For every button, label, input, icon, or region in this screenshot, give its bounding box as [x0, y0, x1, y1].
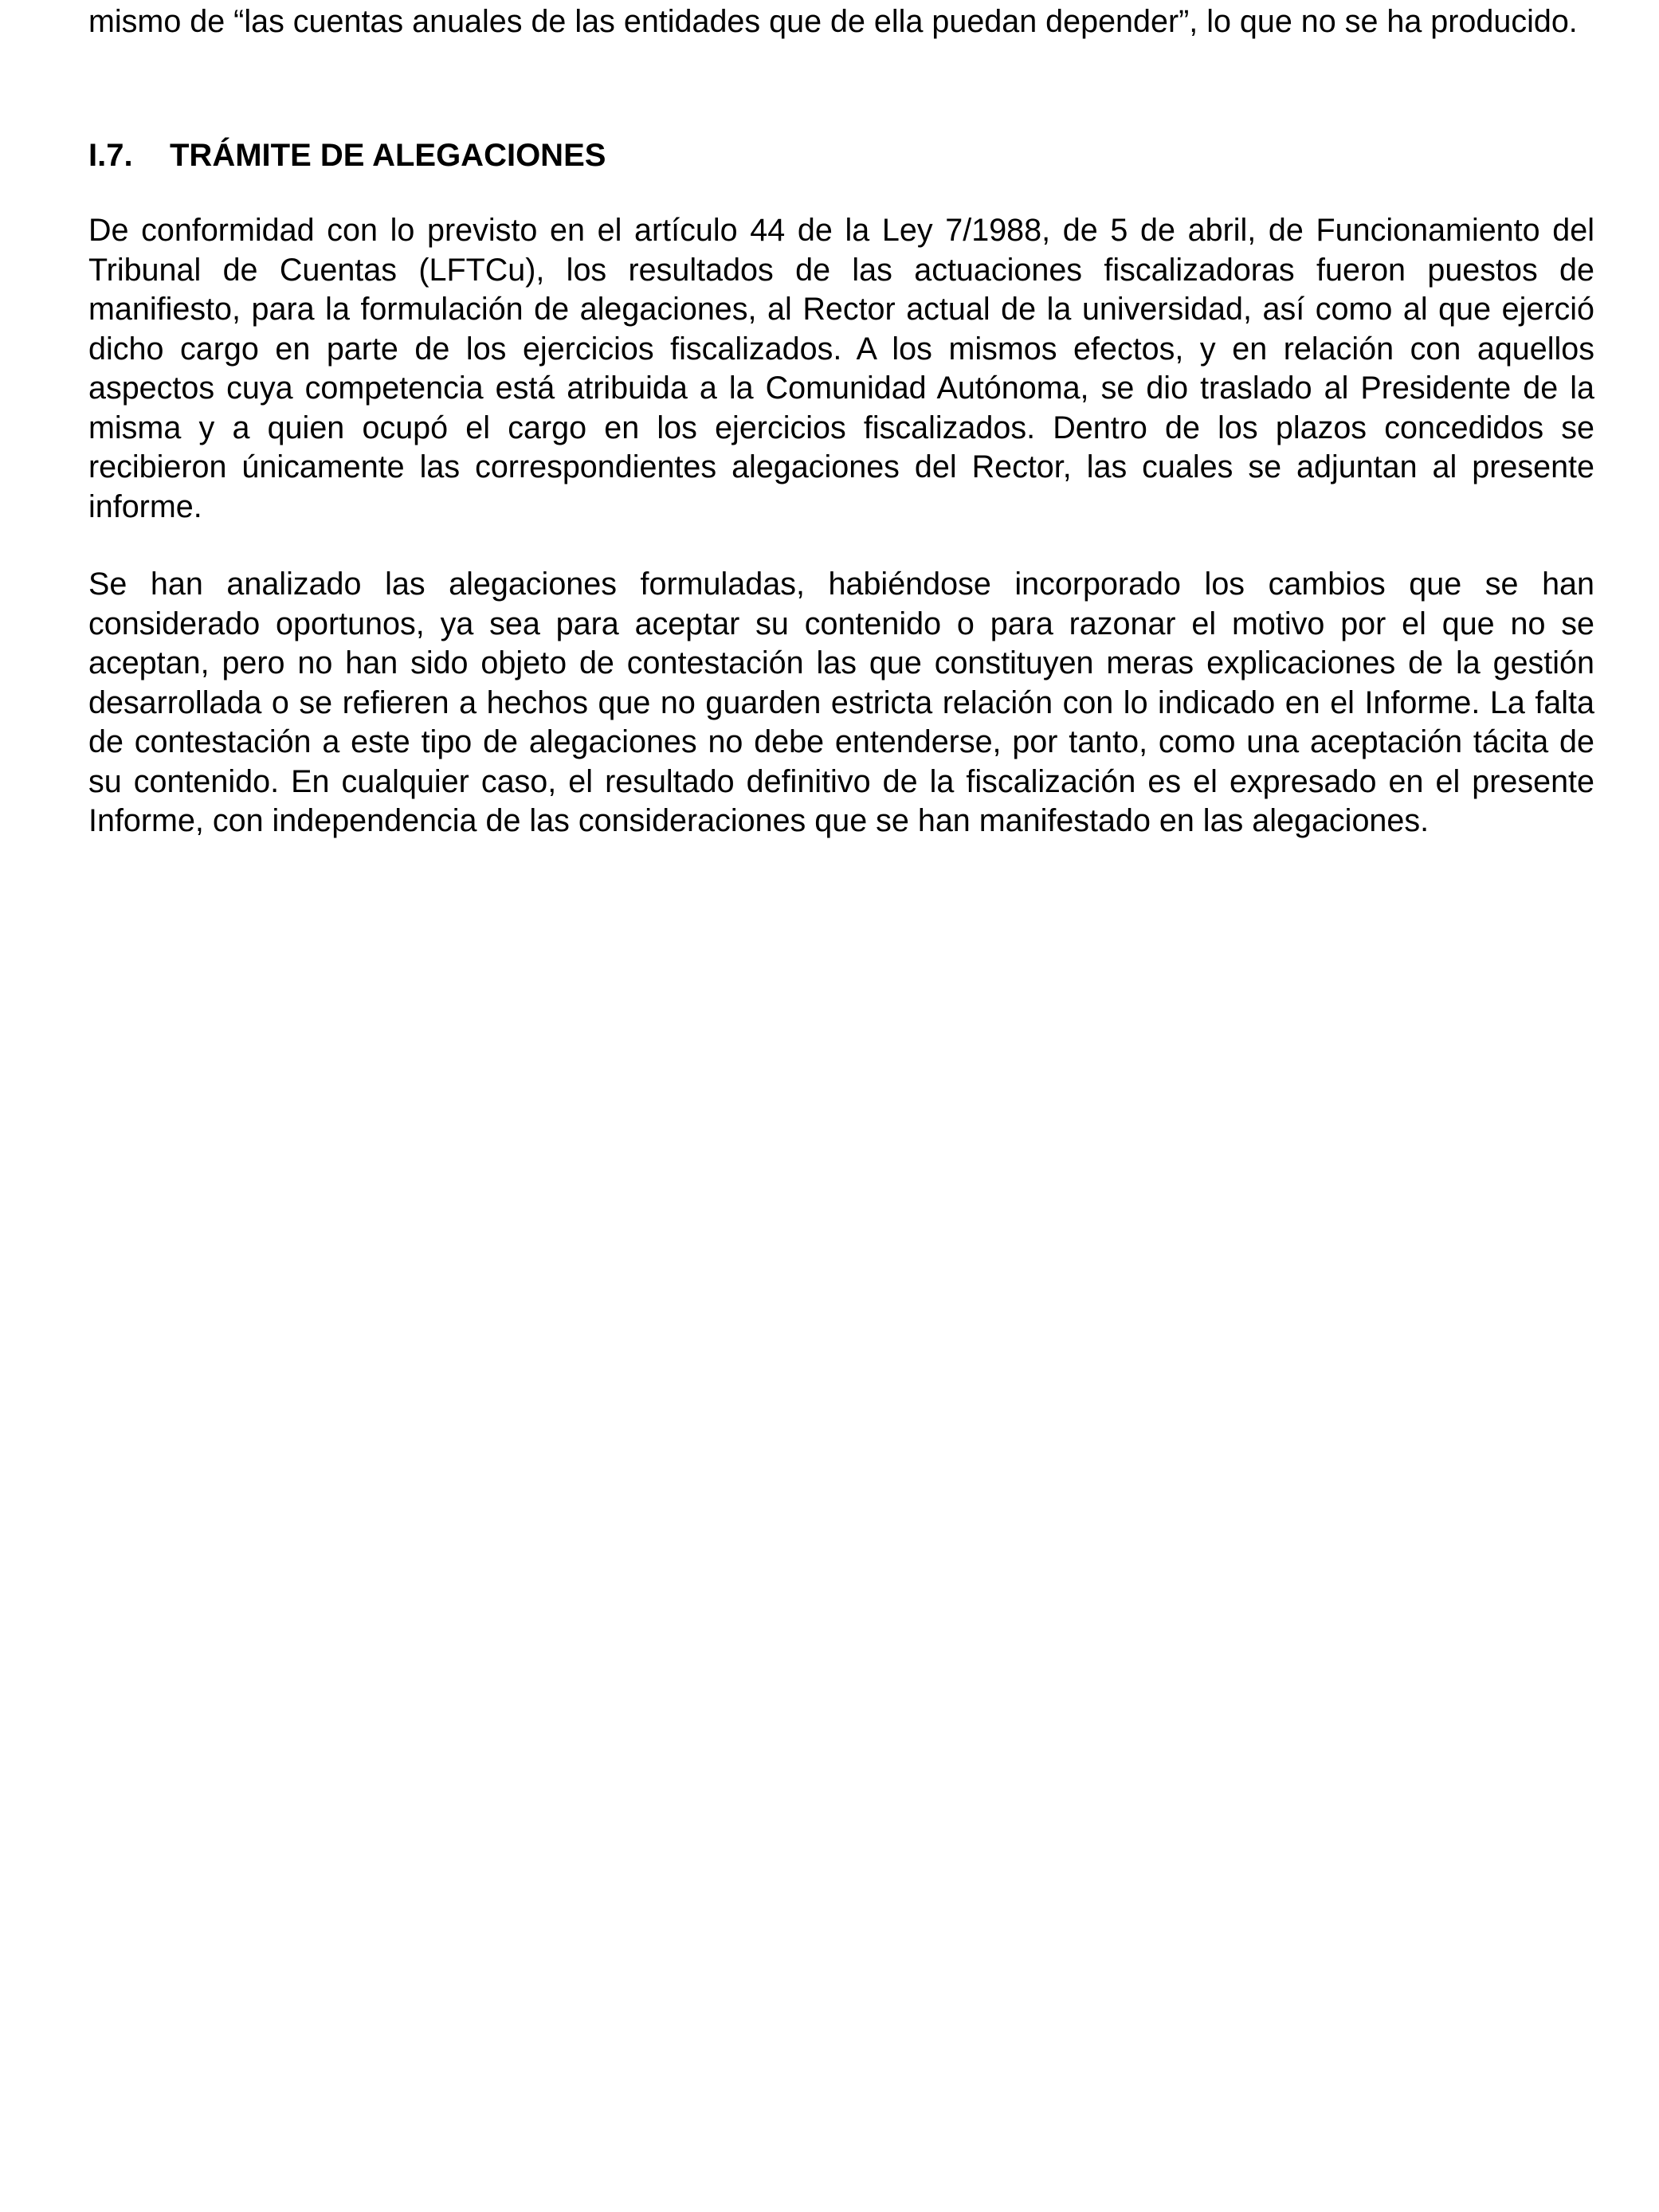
section-title: TRÁMITE DE ALEGACIONES [170, 138, 606, 173]
section-heading [88, 135, 606, 175]
paragraph-alegaciones-procedure: De conformidad con lo previsto en el artículo 44 de la Ley 7/1988, de 5 de abril, de Funcionamiento del Tribunal de Cuentas (LFTCu), los resultados de las actuaciones fiscalizadoras fueron puestos de manifiesto, para la formulación de alegaciones, al Rector actual de la universidad, así como al que ejerció dicho cargo en parte de los ejercicios fiscalizados. A los mismos efectos, y en relación con aquellos aspectos cuya competencia está atribuida a la Comunidad Autónoma, se dio traslado al Presidente de la misma y a quien ocupó el cargo en los ejercicios fiscalizados. Dentro de los plazos concedidos se recibieron únicamente las correspondientes alegaciones del Rector, las cuales se adjuntan al presente informe. [88, 213, 1594, 524]
section-number: I.7. [88, 138, 133, 173]
paragraph-alegaciones-analysis: Se han analizado las alegaciones formuladas, habiéndose incorporado los cambios que se han considerado oportunos, ya sea para aceptar su contenido o para razonar el motivo por el que no se aceptan, pero no han sido objeto de contestación las que constituyen meras explicaciones de la gestión desarrollada o se refieren a hechos que no guarden estricta relación con lo indicado en el Informe. La falta de contestación a este tipo de alegaciones no debe entenderse, por tanto, como una aceptación tácita de su contenido. En cualquier caso, el resultado definitivo de la fiscalización es el expresado en el presente Informe, con independencia de las consideraciones que se han manifestado en las alegaciones. [88, 567, 1594, 838]
continuation-paragraph: mismo de “las cuentas anuales de las entidades que de ella puedan depender”, lo que no se ha producido. [88, 4, 1578, 39]
